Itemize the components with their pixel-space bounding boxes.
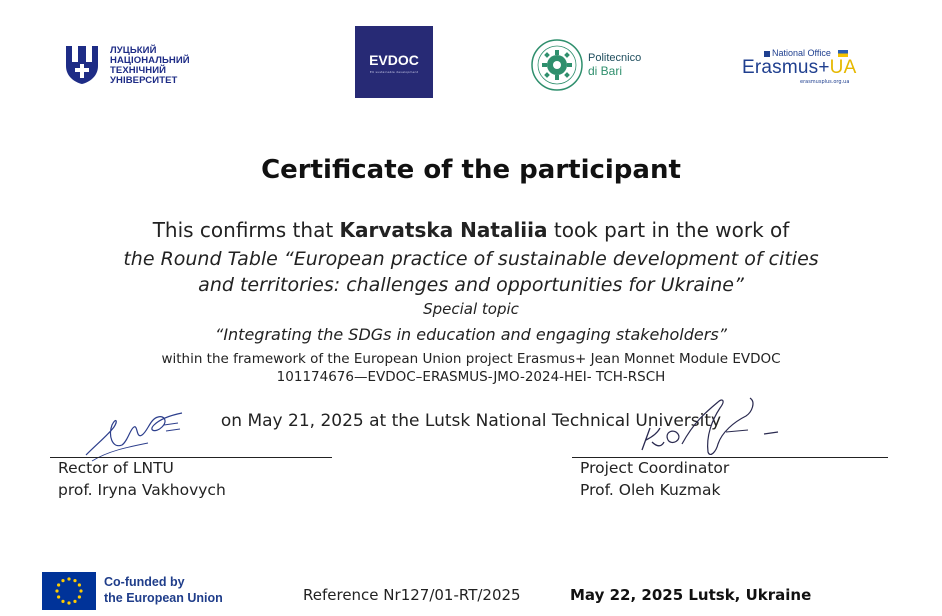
- coordinator-name: Prof. Oleh Kuzmak: [580, 481, 721, 499]
- eu-star-icon: [67, 577, 70, 580]
- eu-star-icon: [78, 583, 81, 586]
- eu-star-icon: [55, 589, 58, 592]
- ukraine-flag-icon: [838, 50, 848, 57]
- certificate-title: Certificate of the participant: [261, 155, 681, 185]
- politecnico-seal-icon: [530, 38, 584, 92]
- eu-line-2: the European Union: [104, 591, 223, 605]
- framework-line-1: within the framework of the European Union project Erasmus+ Jean Monnet Module EVDOC: [161, 351, 781, 367]
- event-date-place: on May 21, 2025 at the Lutsk National Technical University: [220, 411, 722, 431]
- special-topic: “Integrating the SDGs in education and engaging stakeholders”: [215, 325, 727, 344]
- erasmus-url: erasmusplus.org.ua: [800, 79, 850, 85]
- framework-line-2: 101174676—EVDOC–ERASMUS-JMO-2024-HEI- TCH-RSCH: [276, 369, 666, 385]
- project-framework: [0, 350, 942, 386]
- politecnico-line-1: Politecnico: [588, 52, 642, 64]
- confirm-suffix: took part in the work of: [553, 218, 790, 242]
- confirm-prefix: This confirms that: [152, 218, 334, 242]
- coordinator-role: Project Coordinator: [580, 459, 730, 477]
- rector-signature-block: [58, 457, 226, 501]
- eu-star-icon: [73, 600, 76, 603]
- eu-star-icon: [57, 583, 60, 586]
- evdoc-logo: [355, 26, 433, 98]
- erasmus-name-text: Erasmus+: [742, 57, 830, 78]
- evdoc-subtitle: EU sustainable development: [369, 70, 419, 74]
- eu-star-icon: [73, 579, 76, 582]
- event-line-1: the Round Table “European practice of sustainable development of cities: [123, 248, 819, 270]
- erasmus-name: [742, 57, 856, 79]
- rector-name: prof. Iryna Vakhovych: [58, 481, 226, 499]
- participant-name: Karvatska Nataliia: [339, 218, 548, 242]
- lntu-emblem-icon: [62, 44, 102, 86]
- lntu-name: ЛУЦЬКИЙ НАЦІОНАЛЬНИЙ ТЕХНІЧНИЙ УНІВЕРСИТЕТ: [110, 45, 190, 86]
- event-line-2: and territories: challenges and opportunities for Ukraine”: [198, 274, 744, 296]
- erasmus-ua-logo: [742, 48, 872, 92]
- eu-star-icon: [57, 595, 60, 598]
- lntu-logo: [62, 44, 202, 86]
- special-topic-label: Special topic: [423, 300, 519, 318]
- event-description: [0, 246, 942, 298]
- politecnico-name: [588, 52, 641, 78]
- confirmation-line: [0, 218, 942, 242]
- square-icon: [764, 51, 770, 57]
- eu-line-1: Co-funded by: [104, 575, 185, 589]
- erasmus-office-text: National Office: [772, 48, 831, 58]
- erasmus-ua-text: UA: [829, 57, 857, 78]
- eu-star-icon: [67, 601, 70, 604]
- eu-star-icon: [79, 589, 82, 592]
- issue-date-place: May 22, 2025 Lutsk, Ukraine: [570, 586, 812, 604]
- reference-number: Reference Nr127/01-RT/2025: [303, 586, 521, 604]
- eu-star-icon: [61, 579, 64, 582]
- evdoc-title: EVDOC: [369, 52, 419, 68]
- eu-star-icon: [61, 600, 64, 603]
- coordinator-signature-block: [580, 457, 729, 501]
- rector-role: Rector of LNTU: [58, 459, 174, 477]
- eu-star-icon: [78, 595, 81, 598]
- eu-cofunded-label: [104, 574, 223, 606]
- politecnico-di-bari-logo: [530, 38, 650, 94]
- eu-flag-icon: [42, 572, 96, 610]
- politecnico-line-2: di Bari: [588, 64, 623, 78]
